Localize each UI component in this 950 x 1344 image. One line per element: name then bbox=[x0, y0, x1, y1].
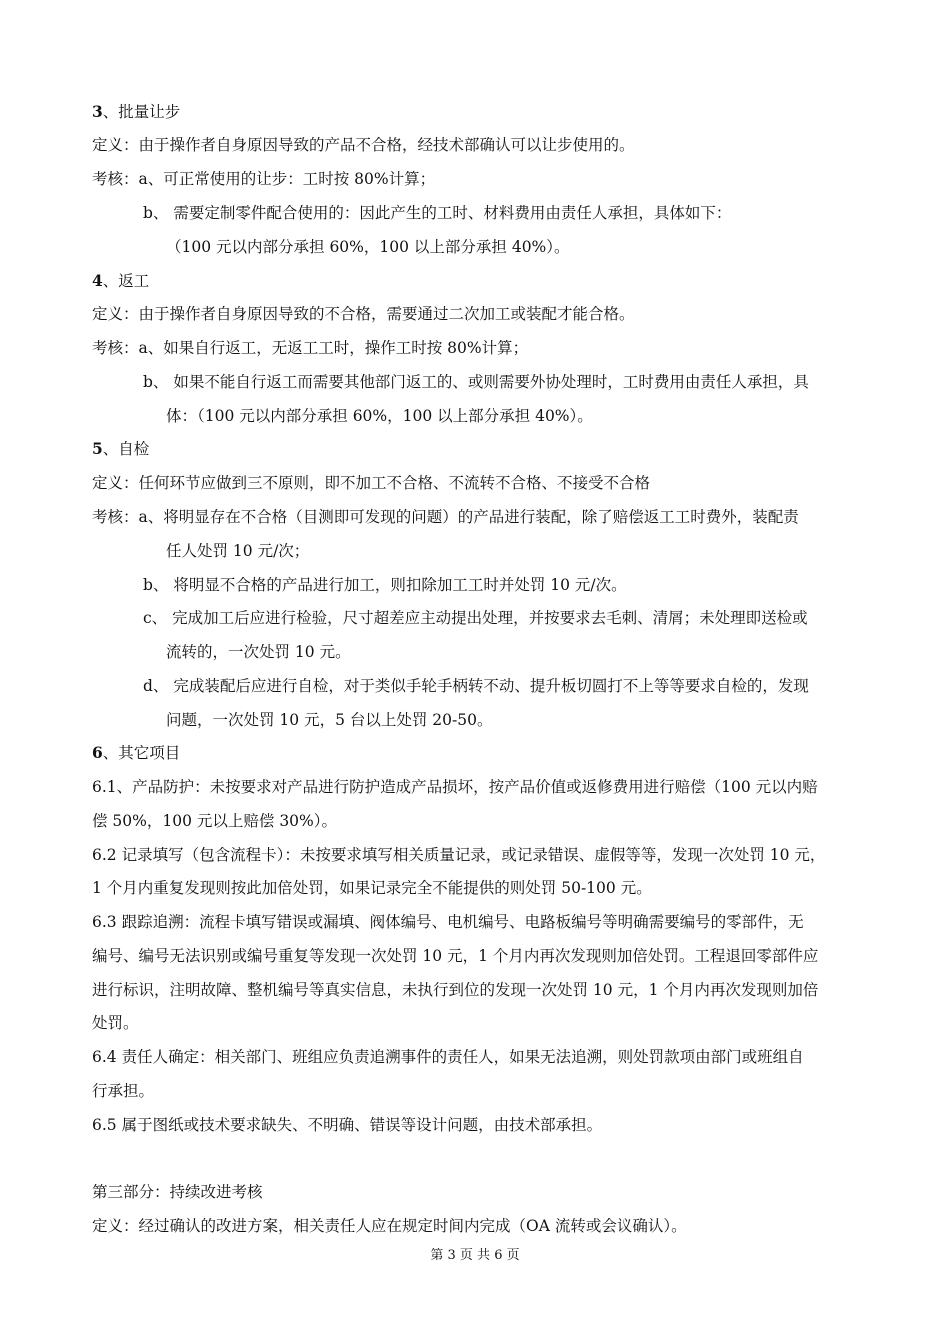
text-line: 6.5 属于图纸或技术要求缺失、不明确、错误等设计问题，由技术部承担。 bbox=[92, 1116, 603, 1134]
text-line: 定义：任何环节应做到三不原则，即不加工不合格、不流转不合格、不接受不合格 bbox=[92, 474, 651, 492]
text-line: 6.3 跟踪追溯：流程卡填写错误或漏填、阀体编号、电机编号、电路板编号等明确需要编号的零部件，无 bbox=[92, 913, 804, 931]
text-line: 处罚。 bbox=[92, 1014, 139, 1032]
text-line: 体：（100 元以内部分承担 60%，100 以上部分承担 40%）。 bbox=[166, 407, 593, 425]
text-line: b、 将明显不合格的产品进行加工，则扣除加工工时并处罚 10 元/次。 bbox=[143, 576, 627, 594]
text-line: 偿 50%，100 元以上赔偿 30%）。 bbox=[92, 812, 338, 830]
text-line: 行承担。 bbox=[92, 1082, 155, 1100]
text-line: 定义：经过确认的改进方案，相关责任人应在规定时间内完成（OA 流转或会议确认）。 bbox=[92, 1217, 687, 1235]
text-line: 问题，一次处罚 10 元，5 台以上处罚 20-50。 bbox=[166, 711, 493, 729]
text-line: （100 元以内部分承担 60%，100 以上部分承担 40%）。 bbox=[166, 238, 570, 256]
text-line: 考核：a、如果自行返工，无返工工时，操作工时按 80%计算； bbox=[92, 339, 529, 357]
text-line: 6.2 记录填写（包含流程卡）：未按要求填写相关质量记录，或记录错误、虚假等等，发现一次处罚 10 元， bbox=[92, 846, 826, 864]
text-line: 进行标识，注明故障、整机编号等真实信息，未执行到位的发现一次处罚 10 元，1 个月内再次发现则加倍 bbox=[92, 981, 819, 999]
text-line: 定义：由于操作者自身原因导致的产品不合格，经技术部确认可以让步使用的。 bbox=[92, 136, 635, 154]
text-line: 任人处罚 10 元/次； bbox=[166, 542, 310, 560]
text-line: c、 完成加工后应进行检验，尺寸超差应主动提出处理，并按要求去毛刺、清屑；未处理即送检或 bbox=[143, 609, 808, 627]
text-line: 考核：a、将明显存在不合格（目测即可发现的问题）的产品进行装配，除了赔偿返工工时费外，装配责 bbox=[92, 508, 799, 526]
text-line: 流转的，一次处罚 10 元。 bbox=[166, 643, 351, 661]
text-line: b、 如果不能自行返工而需要其他部门返工的、或则需要外协处理时，工时费用由责任人承担，具 bbox=[143, 373, 809, 391]
heading-6: 6、其它项目 bbox=[92, 743, 181, 762]
text-line: 6.1、产品防护：未按要求对产品进行防护造成产品损坏，按产品价值或返修费用进行赔偿（100 元以内赔 bbox=[92, 778, 818, 796]
text-line: 考核：a、可正常使用的让步：工时按 80%计算； bbox=[92, 170, 436, 188]
text-line: d、 完成装配后应进行自检，对于类似手轮手柄转不动、提升板切圆打不上等等要求自检的，发现 bbox=[143, 677, 809, 695]
text-line: 6.4 责任人确定：相关部门、班组应负责追溯事件的责任人，如果无法追溯，则处罚款项由部门或班组自 bbox=[92, 1048, 804, 1066]
text-line: 定义：由于操作者自身原因导致的不合格，需要通过二次加工或装配才能合格。 bbox=[92, 305, 635, 323]
heading-5: 5、自检 bbox=[92, 439, 150, 458]
section-title: 第三部分：持续改进考核 bbox=[92, 1183, 263, 1201]
text-line: 1 个月内重复发现则按此加倍处罚，如果记录完全不能提供的则处罚 50-100 元。 bbox=[92, 879, 652, 897]
heading-3: 3、批量让步 bbox=[92, 102, 181, 121]
heading-4: 4、返工 bbox=[92, 271, 150, 290]
text-line: b、 需要定制零件配合使用的：因此产生的工时、材料费用由责任人承担，具体如下： bbox=[143, 204, 732, 222]
text-line: 编号、编号无法识别或编号重复等发现一次处罚 10 元，1 个月内再次发现则加倍处罚。工程退回零部件应 bbox=[92, 947, 819, 965]
page-number: 第 3 页 共 6 页 bbox=[430, 1248, 520, 1263]
